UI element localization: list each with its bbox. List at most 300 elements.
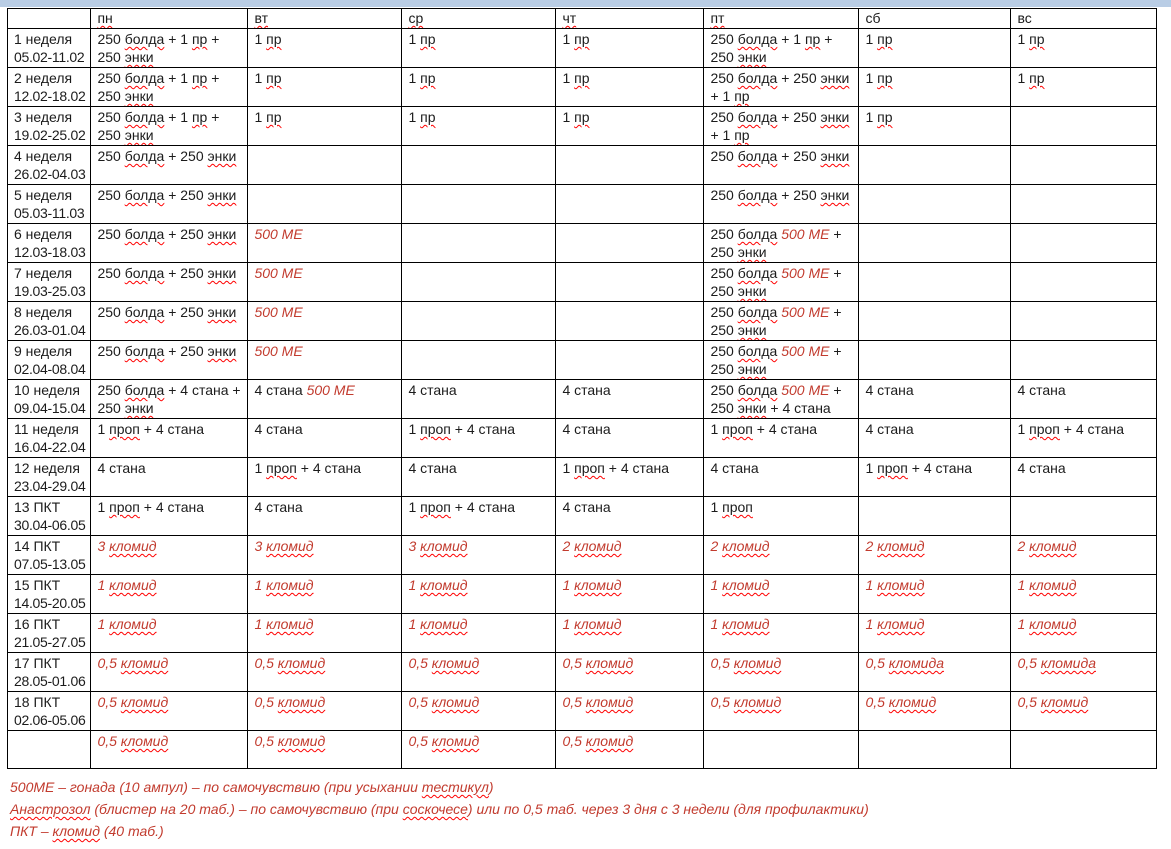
day-cell-tue[interactable] [248,653,402,692]
day-cell-sun[interactable] [1011,692,1157,731]
text-segment: + 250 [777,109,821,125]
text-segment: энки [820,187,850,203]
day-cell-mon[interactable] [91,107,248,146]
day-header-fri[interactable] [704,9,859,29]
day-cell-sun[interactable] [1011,731,1157,769]
table-row [8,341,1157,380]
text-segment: 0,5 [1017,655,1041,671]
text-segment: + 4 стана [450,499,516,515]
day-header-label: чт [562,10,577,26]
day-cell-thu[interactable] [556,458,704,497]
day-cell-sun[interactable] [1011,458,1157,497]
week-dates: 07.05-13.05 [14,556,86,572]
day-cell-mon[interactable] [91,536,248,575]
day-cell-sun[interactable] [1011,185,1157,224]
day-cell-sat[interactable] [859,29,1011,68]
text-segment: кломида [1040,655,1096,671]
day-cell-wed[interactable] [402,614,556,653]
day-cell-thu[interactable] [556,107,704,146]
day-cell-sat[interactable] [859,68,1011,107]
text-segment: энки [124,88,154,104]
text-segment: пр [266,70,282,86]
day-cell-wed[interactable] [402,68,556,107]
text-segment: 1 [865,616,878,632]
day-cell-thu[interactable] [556,731,704,769]
day-cell-tue[interactable] [248,107,402,146]
day-cell-fri[interactable] [704,536,859,575]
day-cell-wed[interactable] [402,653,556,692]
day-header-mon[interactable] [91,9,248,29]
text-segment: 250 [97,187,125,203]
day-cell-sun[interactable] [1011,146,1157,185]
text-segment: 250 [97,304,125,320]
text-segment: 1 [562,31,575,47]
day-cell-mon[interactable] [91,575,248,614]
text-segment: 1 [254,577,267,593]
day-cell-wed[interactable] [402,575,556,614]
day-cell-wed[interactable] [402,536,556,575]
day-cell-wed[interactable] [402,341,556,380]
text-segment: + 250 [97,31,220,65]
day-cell-thu[interactable] [556,341,704,380]
text-segment: кломид [574,616,622,632]
table-row [8,224,1157,263]
text-segment: + 4 стана + 250 [97,382,241,416]
day-cell-tue[interactable] [248,146,402,185]
week-label: 16 ПКТ [14,616,61,632]
day-cell-thu[interactable] [556,263,704,302]
week-label-cell[interactable] [8,692,91,731]
day-cell-mon[interactable] [91,341,248,380]
text-segment: 1 [408,421,421,437]
table-row [8,731,1157,769]
text-segment: 1 [1017,577,1030,593]
day-cell-sat[interactable] [859,575,1011,614]
day-cell-thu[interactable] [556,224,704,263]
text-segment: энки [207,226,237,242]
week-dates: 09.04-15.04 [14,400,86,416]
header-row [8,9,1157,29]
day-cell-sun[interactable] [1011,536,1157,575]
week-label-cell[interactable] [8,575,91,614]
table-row [8,575,1157,614]
day-cell-tue[interactable] [248,380,402,419]
text-segment: пр [877,70,893,86]
text-segment: проп [722,421,753,437]
day-cell-sat[interactable] [859,302,1011,341]
day-cell-fri[interactable] [704,731,859,769]
week-dates: 02.04-08.04 [14,361,86,377]
day-cell-mon[interactable] [91,380,248,419]
text-segment: 1 [408,31,421,47]
day-cell-sat[interactable] [859,419,1011,458]
text-segment: 2 [710,538,723,554]
text-segment: кломид [431,694,480,710]
day-header-label: вс [1017,10,1032,26]
day-cell-sat[interactable] [859,185,1011,224]
day-cell-thu[interactable] [556,653,704,692]
week-label: 10 неделя [14,382,80,398]
day-cell-sat[interactable] [859,731,1011,769]
text-segment: болда [124,148,165,164]
week-label-cell[interactable] [8,263,91,302]
text-segment: + 250 [710,31,833,65]
week-label: 18 ПКТ [14,694,61,710]
text-segment: 500 МЕ [781,343,830,359]
text-segment: (40 таб.) [99,823,164,839]
text-segment: + 4 стана [139,499,205,515]
text-segment: 0,5 [1017,694,1041,710]
day-header-wed[interactable] [402,9,556,29]
text-segment: 0,5 [408,694,432,710]
text-segment: кломид [574,538,622,554]
day-cell-tue[interactable] [248,731,402,769]
day-cell-mon[interactable] [91,458,248,497]
day-cell-fri[interactable] [704,497,859,536]
text-segment: 3 [97,538,110,554]
day-cell-thu[interactable] [556,614,704,653]
text-segment: энки [820,148,850,164]
text-segment: 1 [562,109,575,125]
day-cell-mon[interactable] [91,614,248,653]
text-segment: 1 [710,499,723,515]
day-cell-wed[interactable] [402,146,556,185]
text-segment: пр [420,70,436,86]
text-segment: болда [737,31,778,47]
text-segment: 1 [408,109,421,125]
day-cell-tue[interactable] [248,536,402,575]
text-segment: 1 [1017,31,1030,47]
text-segment: болда [124,265,165,281]
week-label: 15 ПКТ [14,577,61,593]
week-label: 14 ПКТ [14,538,61,554]
text-segment: 1 [562,616,575,632]
text-segment: кломид [585,694,634,710]
day-cell-fri[interactable] [704,458,859,497]
text-segment: + 250 [710,304,842,338]
text-segment: пр [804,31,821,47]
week-label: 12 неделя [14,460,80,476]
day-cell-thu[interactable] [556,68,704,107]
day-cell-sun[interactable] [1011,302,1157,341]
day-cell-sat[interactable] [859,692,1011,731]
text-segment: 1 [254,31,267,47]
day-cell-tue[interactable] [248,68,402,107]
day-cell-sat[interactable] [859,380,1011,419]
week-label-cell[interactable] [8,653,91,692]
text-segment: пр [734,127,750,143]
day-cell-sun[interactable] [1011,614,1157,653]
text-segment: кломид [120,694,169,710]
week-dates: 14.05-20.05 [14,595,86,611]
week-label-cell[interactable] [8,419,91,458]
text-segment: кломид [52,823,100,839]
text-segment: проп [574,460,605,476]
text-segment: пр [191,31,208,47]
text-segment: 250 [97,148,125,164]
text-segment: 250 [97,265,125,281]
week-label: 4 неделя [14,148,73,164]
text-segment: 0,5 [562,733,586,749]
week-label-cell[interactable] [8,68,91,107]
day-cell-sun[interactable] [1011,419,1157,458]
week-dates: 26.03-01.04 [14,322,86,338]
day-cell-mon[interactable] [91,692,248,731]
text-segment: 250 [97,31,125,47]
day-cell-mon[interactable] [91,263,248,302]
day-cell-tue[interactable] [248,614,402,653]
day-cell-wed[interactable] [402,731,556,769]
corner-cell[interactable] [8,9,91,29]
text-segment: болда [737,265,778,281]
day-cell-fri[interactable] [704,575,859,614]
day-cell-tue[interactable] [248,224,402,263]
week-label-cell[interactable] [8,302,91,341]
text-segment: ) [488,779,494,795]
day-cell-wed[interactable] [402,380,556,419]
day-cell-thu[interactable] [556,185,704,224]
day-cell-sat[interactable] [859,263,1011,302]
week-dates: 19.03-25.03 [14,283,86,299]
day-cell-fri[interactable] [704,107,859,146]
text-segment: проп [722,499,753,515]
day-cell-wed[interactable] [402,302,556,341]
day-cell-sat[interactable] [859,341,1011,380]
text-segment: кломид [266,616,314,632]
text-segment: болда [737,187,778,203]
text-segment: 250 [97,226,125,242]
day-cell-sun[interactable] [1011,575,1157,614]
day-cell-thu[interactable] [556,497,704,536]
text-segment: + 4 стана [604,460,670,476]
day-cell-mon[interactable] [91,146,248,185]
text-segment: 500 МЕ [254,343,303,359]
text-segment: 1 [1017,421,1030,437]
day-cell-sun[interactable] [1011,107,1157,146]
text-segment: 2 [1017,538,1030,554]
text-segment: пр [191,109,208,125]
week-dates: 12.03-18.03 [14,244,86,260]
week-label-cell[interactable] [8,341,91,380]
day-cell-mon[interactable] [91,653,248,692]
day-cell-wed[interactable] [402,458,556,497]
day-header-thu[interactable] [556,9,704,29]
text-segment: энки [207,148,237,164]
day-cell-mon[interactable] [91,224,248,263]
text-segment: проп [420,499,451,515]
day-cell-tue[interactable] [248,302,402,341]
text-segment: кломида [888,655,944,671]
text-segment: болда [737,109,778,125]
day-cell-mon[interactable] [91,302,248,341]
week-label-cell[interactable] [8,458,91,497]
text-segment: (блистер на 20 таб.) – по самочувствию (при [90,801,403,817]
day-cell-fri[interactable] [704,185,859,224]
day-cell-tue[interactable] [248,341,402,380]
text-segment: 0,5 [97,694,121,710]
text-segment: пр [420,109,436,125]
text-segment: 1 [408,499,421,515]
day-cell-thu[interactable] [556,146,704,185]
day-cell-thu[interactable] [556,29,704,68]
text-segment: + 1 [710,88,735,104]
text-segment: кломид [120,655,169,671]
day-cell-fri[interactable] [704,692,859,731]
text-segment: 250 [710,304,738,320]
day-cell-tue[interactable] [248,419,402,458]
day-header-sat[interactable] [859,9,1011,29]
text-segment: кломид [420,577,468,593]
table-row [8,458,1157,497]
day-cell-sat[interactable] [859,107,1011,146]
day-cell-fri[interactable] [704,380,859,419]
day-cell-wed[interactable] [402,29,556,68]
week-label-cell[interactable] [8,146,91,185]
day-cell-tue[interactable] [248,185,402,224]
text-segment: 0,5 [254,733,278,749]
day-cell-sun[interactable] [1011,263,1157,302]
day-cell-sun[interactable] [1011,380,1157,419]
text-segment: + 250 [164,304,208,320]
text-segment: кломид [120,733,169,749]
text-segment: кломид [266,538,314,554]
text-segment: проп [266,460,297,476]
day-cell-tue[interactable] [248,29,402,68]
week-label-cell[interactable] [8,224,91,263]
day-cell-fri[interactable] [704,653,859,692]
week-label-cell[interactable] [8,380,91,419]
day-cell-sat[interactable] [859,497,1011,536]
text-segment: энки [737,283,767,299]
day-cell-thu[interactable] [556,380,704,419]
day-cell-mon[interactable] [91,29,248,68]
text-segment: энки [737,322,767,338]
day-header-sun[interactable] [1011,9,1157,29]
day-cell-sun[interactable] [1011,653,1157,692]
text-segment: 1 [408,577,421,593]
text-segment: 1 [1017,70,1030,86]
table-row [8,302,1157,341]
day-cell-wed[interactable] [402,497,556,536]
text-segment: 0,5 [865,655,889,671]
day-cell-mon[interactable] [91,68,248,107]
day-cell-fri[interactable] [704,341,859,380]
day-cell-sat[interactable] [859,653,1011,692]
week-dates: 12.02-18.02 [14,88,86,104]
day-cell-sun[interactable] [1011,29,1157,68]
week-label-cell[interactable] [8,731,91,769]
day-cell-thu[interactable] [556,575,704,614]
text-segment: 1 [865,460,878,476]
day-cell-fri[interactable] [704,224,859,263]
day-cell-wed[interactable] [402,224,556,263]
week-label-cell[interactable] [8,29,91,68]
day-cell-wed[interactable] [402,107,556,146]
day-cell-fri[interactable] [704,614,859,653]
day-cell-sun[interactable] [1011,497,1157,536]
day-cell-fri[interactable] [704,29,859,68]
week-label-cell[interactable] [8,614,91,653]
day-cell-fri[interactable] [704,419,859,458]
table-row [8,263,1157,302]
text-segment: болда [737,148,778,164]
text-segment: болда [124,382,165,398]
text-segment: кломид [431,733,480,749]
text-segment: кломид [722,577,770,593]
day-cell-mon[interactable] [91,497,248,536]
day-cell-sun[interactable] [1011,341,1157,380]
day-cell-mon[interactable] [91,731,248,769]
day-cell-mon[interactable] [91,185,248,224]
text-segment: + 250 [710,382,842,416]
day-cell-sat[interactable] [859,458,1011,497]
day-cell-tue[interactable] [248,458,402,497]
text-segment: 250 [97,109,125,125]
day-cell-tue[interactable] [248,575,402,614]
week-label-cell[interactable] [8,185,91,224]
day-cell-tue[interactable] [248,263,402,302]
text-segment: 0,5 [97,733,121,749]
day-cell-mon[interactable] [91,419,248,458]
day-cell-tue[interactable] [248,692,402,731]
day-cell-sat[interactable] [859,224,1011,263]
text-segment: болда [124,304,165,320]
day-header-tue[interactable] [248,9,402,29]
day-cell-fri[interactable] [704,68,859,107]
text-segment: + 4 стана [752,421,818,437]
text-segment: болда [124,109,165,125]
table-row [8,68,1157,107]
text-segment: + 250 [710,343,842,377]
text-segment: 1 [1017,616,1030,632]
week-dates: 21.05-27.05 [14,634,86,650]
day-cell-wed[interactable] [402,185,556,224]
day-cell-wed[interactable] [402,263,556,302]
table-row [8,497,1157,536]
day-cell-thu[interactable] [556,692,704,731]
day-cell-sun[interactable] [1011,68,1157,107]
text-segment: + 250 [164,265,208,281]
week-label-cell[interactable] [8,107,91,146]
day-cell-thu[interactable] [556,302,704,341]
day-cell-thu[interactable] [556,536,704,575]
day-cell-wed[interactable] [402,419,556,458]
text-segment: болда [737,343,778,359]
week-label: 7 неделя [14,265,73,281]
day-cell-sat[interactable] [859,614,1011,653]
week-dates: 02.06-05.06 [14,712,86,728]
day-cell-tue[interactable] [248,497,402,536]
day-cell-sat[interactable] [859,146,1011,185]
text-segment: 4 стана [562,421,611,437]
day-cell-sun[interactable] [1011,224,1157,263]
text-segment: проп [420,421,451,437]
day-cell-fri[interactable] [704,302,859,341]
day-cell-thu[interactable] [556,419,704,458]
day-cell-fri[interactable] [704,146,859,185]
text-segment: 1 [97,616,110,632]
text-segment: 4 стана [562,382,611,398]
day-cell-sat[interactable] [859,536,1011,575]
day-cell-wed[interactable] [402,692,556,731]
text-segment: + 250 [164,148,208,164]
week-label-cell[interactable] [8,497,91,536]
text-segment: энки [124,127,154,143]
week-label-cell[interactable] [8,536,91,575]
day-cell-fri[interactable] [704,263,859,302]
text-segment: кломид [277,733,326,749]
text-segment: кломид [585,655,634,671]
